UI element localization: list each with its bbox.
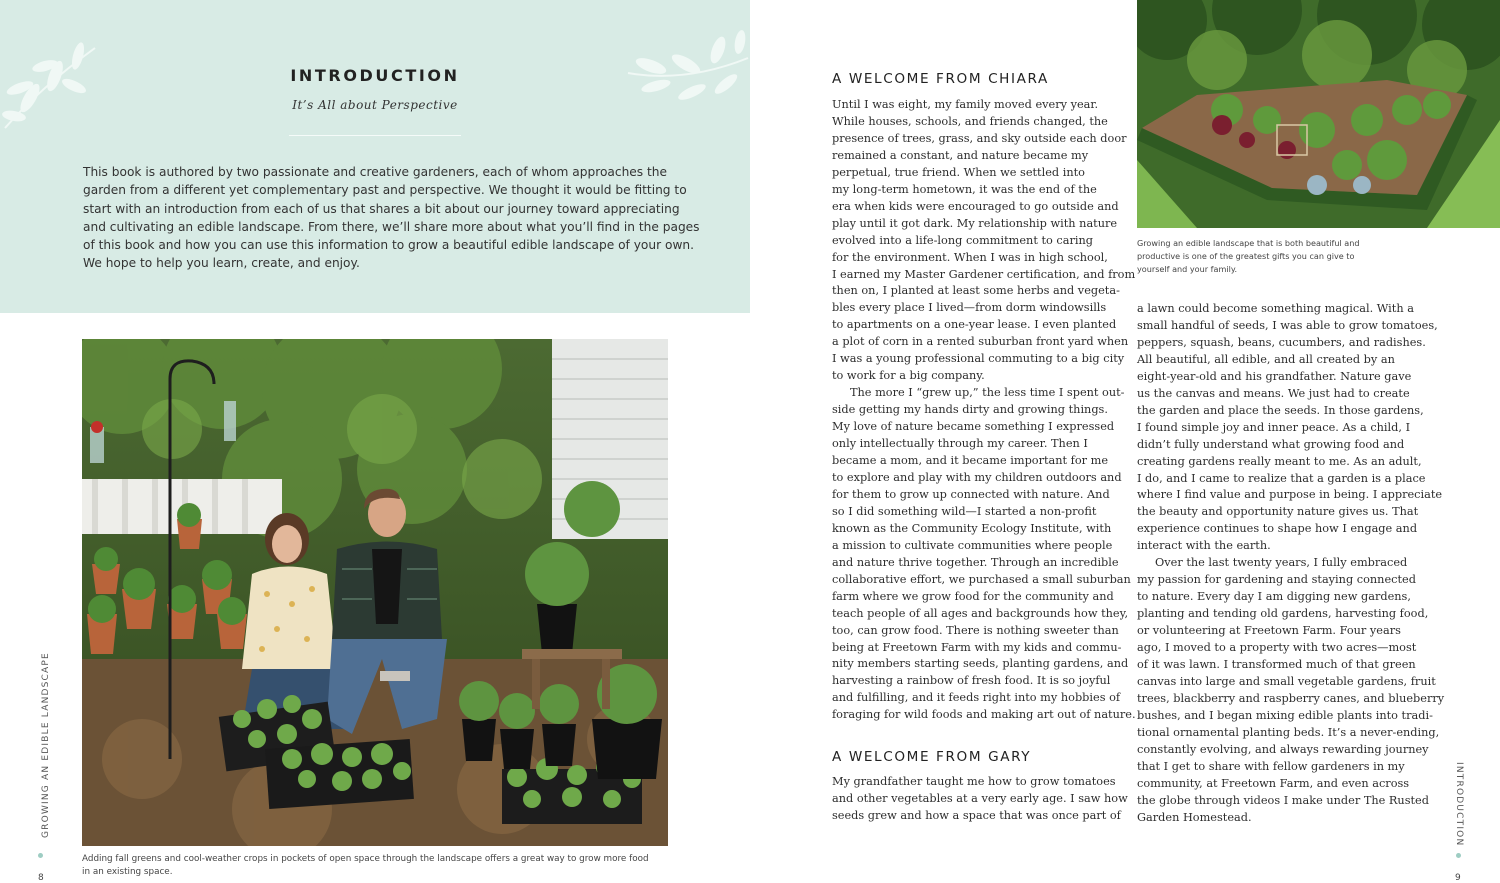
- garden-photo-caption: [1137, 237, 1437, 276]
- folio-dot-left: [38, 853, 43, 858]
- text-line: to apartments on a one-year lease. I even planted: [832, 318, 1117, 332]
- text-line: teach people of all ages and backgrounds how they,: [832, 606, 1129, 620]
- text-line: My love of nature became something I expressed: [832, 420, 1115, 434]
- text-line: farm where we grow food for the community and: [832, 589, 1114, 603]
- text-line: known as the Community Ecology Institute, with: [832, 521, 1112, 535]
- page-number-left: 8: [38, 873, 44, 883]
- text-line: too, can grow food. There is nothing sweeter than: [832, 623, 1119, 637]
- text-line: us the canvas and means. We just had to create: [1137, 386, 1410, 400]
- text-line: a plot of corn in a rented suburban front yard when: [832, 335, 1129, 349]
- text-line: of it was lawn. I transformed much of that green: [1137, 658, 1416, 672]
- text-line: or volunteering at Freetown Farm. Four years: [1137, 624, 1401, 638]
- text-line: canvas into large and small vegetable gardens, fruit: [1137, 674, 1436, 688]
- intro-subtitle: It’s All about Perspective: [292, 98, 458, 112]
- text-line: This book is authored by two passionate and creative gardeners, each of whom approaches the: [83, 165, 668, 179]
- text-line: for the environment. When I was in high school,: [832, 250, 1108, 264]
- text-line: Until I was eight, my family moved every year.: [832, 98, 1099, 111]
- main-photo-caption: [82, 853, 672, 879]
- text-line: of this book and how you can use this information to grow a beautiful edible landscape of your own.: [83, 238, 695, 253]
- caption-line: in an existing space.: [82, 867, 173, 877]
- gary-text-column: [832, 774, 1128, 825]
- text-line: being at Freetown Farm with my kids and commu-: [832, 640, 1122, 654]
- text-line: seeds grew and how a space that was once part of: [832, 808, 1121, 822]
- heading-gary: A WELCOME FROM GARY: [832, 749, 1032, 765]
- text-line: All beautiful, all edible, and all created by an: [1137, 352, 1395, 366]
- text-line: the garden and place the seeds. In those gardens,: [1137, 403, 1424, 417]
- text-line: ago, I moved to a property with two acres—most: [1137, 641, 1417, 655]
- text-line: the beauty and opportunity nature gives us. That: [1137, 505, 1419, 519]
- caption-line: Adding fall greens and cool-weather crops in pockets of open space through the landscape offers a great way to grow more food: [82, 854, 649, 864]
- text-line: I found simple joy and inner peace. As a child, I: [1137, 420, 1411, 434]
- text-line: didn’t fully understand what growing food and: [1137, 437, 1405, 451]
- text-line: I was a young professional commuting to a big city: [832, 352, 1125, 366]
- text-line: so I did something wild—I started a non-profit: [832, 504, 1097, 518]
- caption-line: yourself and your family.: [1137, 264, 1238, 274]
- heading-chiara: A WELCOME FROM CHIARA: [832, 71, 1049, 87]
- text-line: to nature. Every day I am digging new gardens,: [1137, 590, 1411, 604]
- text-line: trees, blackberry and raspberry canes, and blueberry: [1137, 691, 1445, 705]
- folio-dot-right: [1456, 853, 1461, 858]
- text-line: and cultivating an edible landscape. From there, we’ll share more about what you’ll find in the pages: [83, 219, 700, 234]
- text-line: a mission to cultivate communities where people: [832, 538, 1113, 552]
- caption-line: Growing an edible landscape that is both beautiful and: [1137, 238, 1360, 248]
- text-line: my passion for gardening and staying connected: [1137, 573, 1416, 587]
- text-line: garden from a different yet complementary past and perspective. We thought it would be fitting to: [83, 183, 687, 198]
- text-line: play until it got dark. My relationship with nature: [832, 216, 1118, 230]
- text-line: eight-year-old and his grandfather. Nature gave: [1137, 369, 1412, 383]
- text-line: presence of trees, grass, and sky outside each door: [832, 131, 1127, 145]
- text-line: era when kids were encouraged to go outside and: [832, 199, 1119, 213]
- text-line: my long-term hometown, it was the end of the: [832, 182, 1097, 196]
- text-line: I earned my Master Gardener certification, and from: [832, 267, 1136, 281]
- garden-bed-photo: [1137, 0, 1500, 228]
- text-line: While houses, schools, and friends changed, the: [832, 114, 1108, 128]
- text-line: creating gardens really meant to me. As an adult,: [1137, 454, 1422, 468]
- text-line: Garden Homestead.: [1137, 810, 1252, 824]
- intro-paragraph: [83, 163, 700, 273]
- text-line: constantly evolving, and always rewarding journey: [1137, 742, 1429, 756]
- page-number-right: 9: [1455, 873, 1461, 883]
- text-line: The more I “grew up,” the less time I spent out-: [850, 386, 1125, 400]
- text-line: became a mom, and it became important for me: [832, 454, 1109, 468]
- text-line: We hope to help you learn, create, and enjoy.: [83, 256, 360, 271]
- text-line: interact with the earth.: [1137, 539, 1271, 553]
- text-line: and nature thrive together. Through an incredible: [832, 555, 1119, 569]
- text-line: to explore and play with my children outdoors and: [832, 470, 1122, 484]
- text-line: My grandfather taught me how to grow tomatoes: [832, 775, 1116, 788]
- text-line: start with an introduction from each of us that shares a bit about our journey toward appreciating: [83, 201, 680, 216]
- running-head-right: INTRODUCTION: [1454, 762, 1464, 847]
- text-line: only intellectually through my career. Then I: [832, 437, 1088, 451]
- text-line: peppers, squash, beans, cucumbers, and radishes.: [1137, 335, 1426, 349]
- text-line: collaborative effort, we purchased a small suburban: [832, 572, 1131, 586]
- text-line: bushes, and I began mixing edible plants into tradi-: [1137, 708, 1433, 722]
- running-head-left: GROWING AN EDIBLE LANDSCAPE: [41, 652, 51, 838]
- text-line: where I find value and purpose in being. I appreciate: [1137, 488, 1443, 502]
- text-line: experience continues to shape how I engage and: [1137, 522, 1418, 536]
- text-line: and fulfilling, and it feeds right into my hobbies of: [832, 691, 1121, 705]
- text-line: nity members starting seeds, planting gardens, and: [832, 657, 1129, 671]
- chiara-text-column: [832, 97, 1136, 724]
- caption-line: productive is one of the greatest gifts you can give to: [1137, 251, 1355, 261]
- title-divider: [289, 135, 461, 136]
- gary-continued-column: [1137, 301, 1444, 827]
- text-line: small handful of seeds, I was able to grow tomatoes,: [1137, 318, 1438, 332]
- text-line: evolved into a life-long commitment to caring: [832, 233, 1093, 247]
- text-line: bles every place I lived—from dorm windowsills: [832, 301, 1107, 315]
- text-line: then on, I planted at least some herbs and vegeta-: [832, 284, 1120, 298]
- text-line: and other vegetables at a very early age. I saw how: [832, 791, 1128, 805]
- text-line: harvesting a rainbow of fresh food. It is so joyful: [832, 674, 1111, 688]
- text-line: for them to grow up connected with nature. And: [832, 487, 1110, 501]
- gardeners-photo: [82, 339, 668, 846]
- text-line: I do, and I came to realize that a garden is a place: [1137, 471, 1426, 485]
- intro-title: INTRODUCTION: [290, 66, 460, 85]
- text-line: that I get to share with fellow gardeners in my: [1137, 759, 1405, 773]
- text-line: a lawn could become something magical. With a: [1137, 302, 1414, 315]
- text-line: planting and tending old gardens, harvesting food,: [1137, 607, 1429, 621]
- text-line: to work for a big company.: [832, 369, 985, 383]
- text-line: Over the last twenty years, I fully embraced: [1155, 556, 1408, 570]
- text-line: remained a constant, and nature became my: [832, 148, 1089, 162]
- text-line: the globe through videos I make under The Rusted: [1137, 793, 1429, 807]
- text-line: tional ornamental planting beds. It’s a never-ending,: [1137, 725, 1440, 739]
- text-line: foraging for wild foods and making art out of nature.: [832, 708, 1136, 722]
- text-line: perpetual, true friend. When we settled into: [832, 165, 1085, 179]
- text-line: side getting my hands dirty and growing things.: [832, 403, 1108, 417]
- text-line: community, at Freetown Farm, and even across: [1137, 776, 1410, 790]
